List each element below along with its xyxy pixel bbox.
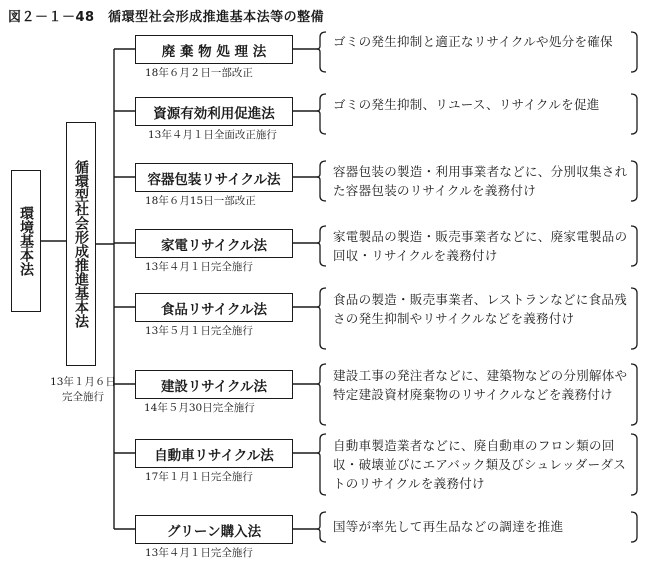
right-brace — [631, 32, 637, 72]
law-box: 資源有効利用促進法 — [135, 97, 293, 126]
law-description: 容器包装の製造・利用事業者などに、分別収集された容器包装のリサイクルを義務付け — [333, 164, 628, 198]
law-date: 18年６月２日一部改正 — [145, 67, 253, 79]
left-brace — [317, 94, 326, 134]
law-box: 容器包装リサイクル法 — [135, 163, 293, 192]
figure-title: 図２－１－48 循環型社会形成推進基本法等の整備 — [8, 10, 325, 25]
law-date: 13年４月１日全面改正施行 — [148, 129, 277, 141]
law-description: ゴミの発生抑制、リユース、リサイクルを促進 — [333, 97, 600, 112]
left-brace — [317, 288, 326, 349]
left-brace — [317, 512, 326, 542]
law-description: 食品の製造・販売事業者、レストランなどに食品残さの発生抑制やリサイクルなどを義務付け — [333, 292, 628, 326]
circular-law-date-line2: 完全施行 — [62, 391, 104, 403]
right-brace — [631, 226, 637, 266]
circular-law-date-line1: 13年１月６日 — [50, 376, 116, 388]
law-box: 家電リサイクル法 — [135, 229, 293, 258]
left-brace — [317, 226, 326, 266]
left-brace — [317, 434, 326, 495]
left-brace — [317, 364, 326, 425]
law-date: 17年１月１日完全施行 — [145, 471, 253, 483]
circular-society-law-box: 循環型社会形成推進基本法 — [66, 122, 96, 366]
right-brace — [631, 161, 637, 201]
law-box: 食品リサイクル法 — [135, 293, 293, 322]
right-brace — [631, 94, 637, 134]
law-description: 自動車製造業者などに、廃自動車のフロン類の回収・破壊並びにエアバック類及びシュレッダーダストのリサイクルを義務付け — [333, 438, 627, 491]
law-description: 建設工事の発注者などに、建築物などの分別解体や特定建設資材廃棄物のリサイクルなどを義務付け — [333, 368, 628, 402]
law-box: グリーン購入法 — [135, 515, 293, 544]
law-date: 13年５月１日完全施行 — [145, 325, 253, 337]
circular-law-date — [28, 375, 138, 405]
law-date: 13年４月１日完全施行 — [145, 261, 253, 273]
left-brace — [317, 32, 326, 72]
right-brace — [631, 512, 637, 542]
right-brace — [631, 364, 637, 425]
law-date: 13年４月１日完全施行 — [145, 547, 253, 559]
law-box: 建設リサイクル法 — [135, 370, 293, 399]
right-brace — [631, 434, 637, 495]
law-date: 18年６月15日一部改正 — [145, 195, 256, 207]
law-box: 自動車リサイクル法 — [135, 439, 293, 468]
law-date: 14年５月30日完全施行 — [144, 402, 255, 414]
law-description: 国等が率先して再生品などの調達を推進 — [333, 519, 564, 534]
law-description: 家電製品の製造・販売事業者などに、廃家電製品の回収・リサイクルを義務付け — [333, 229, 628, 263]
right-brace — [631, 288, 637, 349]
law-description: ゴミの発生抑制と適正なリサイクルや処分を確保 — [333, 34, 613, 49]
left-brace — [317, 161, 326, 201]
basic-environment-law-box: 環境基本法 — [11, 170, 41, 312]
law-box: 廃 棄 物 処 理 法 — [135, 35, 293, 64]
